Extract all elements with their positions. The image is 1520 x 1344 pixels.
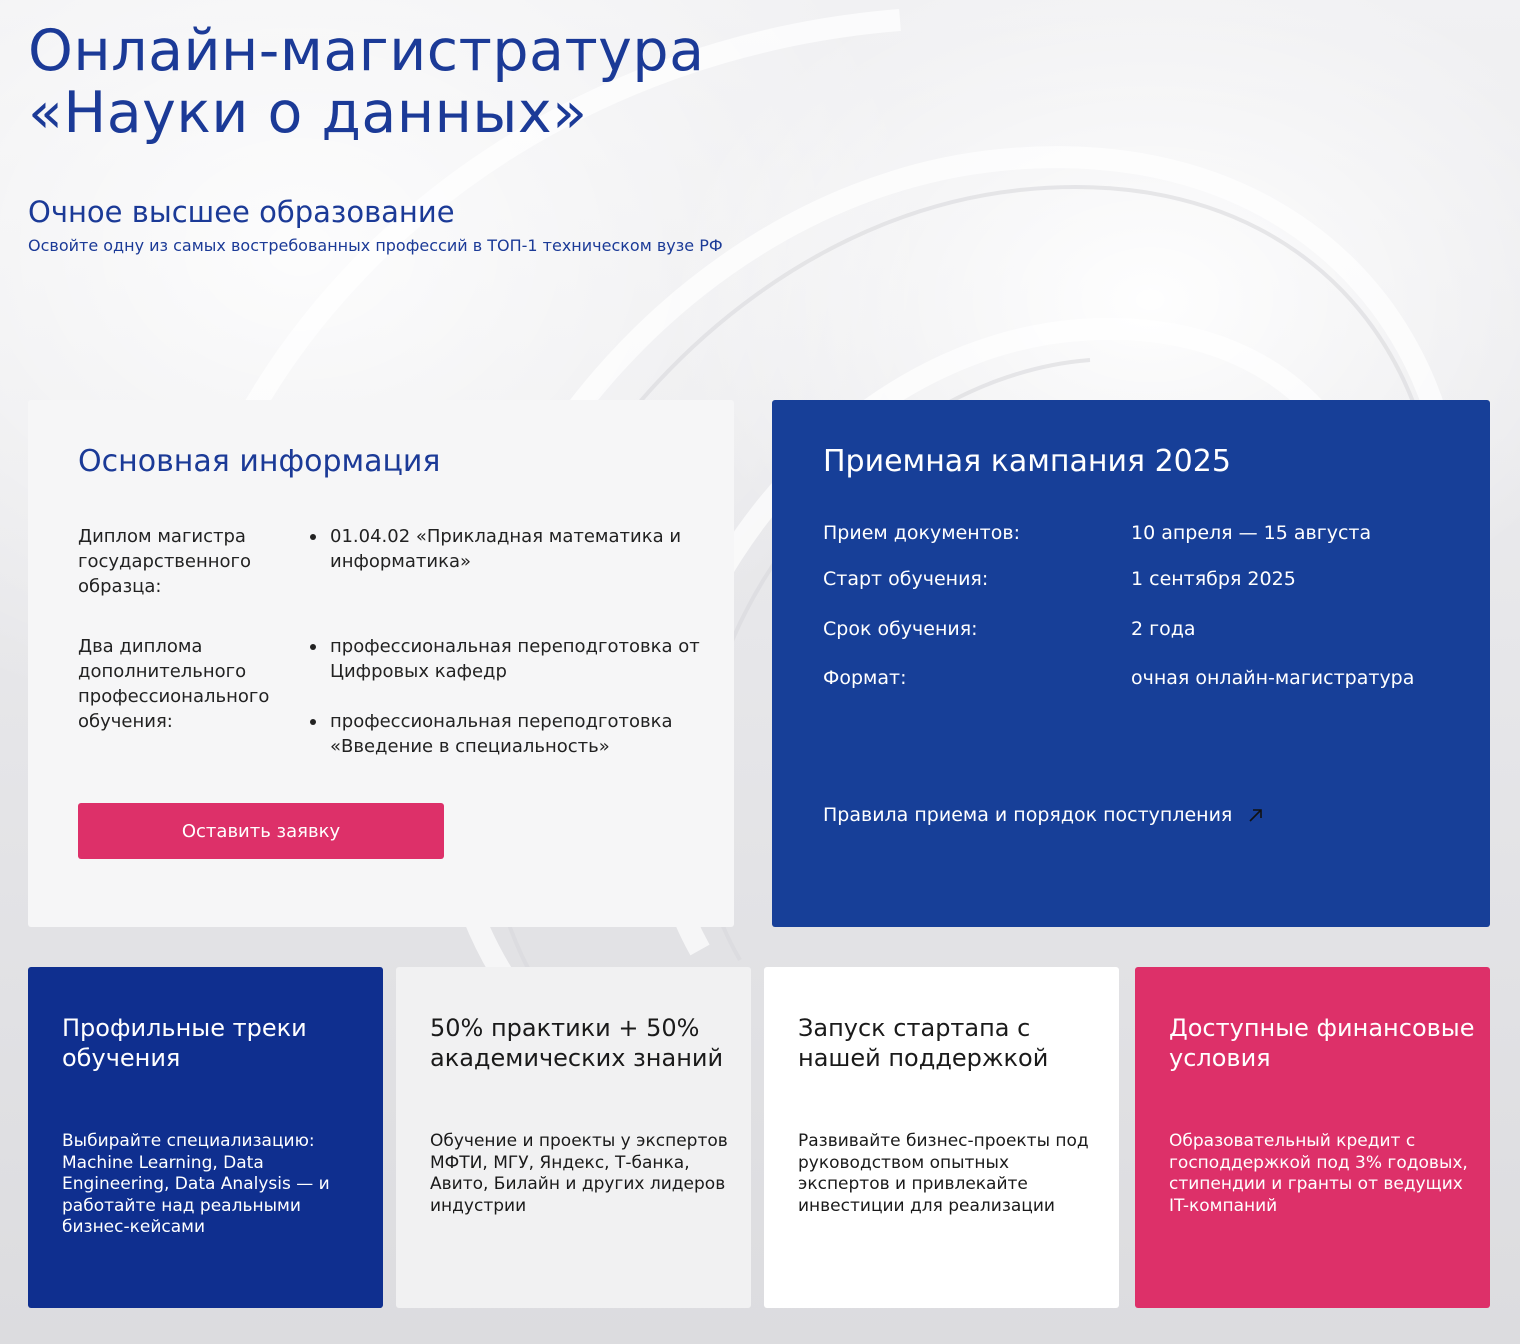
feature-title: Профильные треки обучения — [62, 1014, 307, 1072]
feature-text: Образовательный кредит с господдержкой под 3% годовых, стипендии и гранты от ведущих IT-компаний — [1169, 1131, 1468, 1216]
arrow-up-right-icon — [1246, 805, 1266, 825]
info-label: Два диплома дополнительного профессионального обучения: — [78, 636, 270, 732]
admission-rules-link[interactable] — [823, 804, 1266, 826]
page-title-line1: Онлайн-магистратура — [28, 18, 705, 84]
info-list — [310, 634, 710, 784]
admission-label: Формат: — [823, 667, 907, 689]
feature-card-tracks — [28, 967, 383, 1308]
hero-description: Освойте одну из самых востребованных профессий в ТОП-1 техническом вузе РФ — [28, 236, 723, 255]
basic-info-title: Основная информация — [78, 444, 441, 479]
info-list-item: профессиональная переподготовка от Цифровых кафедр — [310, 634, 710, 684]
admission-value: 1 сентября 2025 — [1131, 568, 1296, 590]
info-label: Диплом магистра государственного образца: — [78, 526, 252, 597]
feature-card-practice — [396, 967, 751, 1308]
admission-value: 10 апреля — 15 августа — [1131, 522, 1372, 544]
admission-card — [772, 400, 1490, 927]
admission-title: Приемная кампания 2025 — [823, 444, 1231, 479]
info-list-item: 01.04.02 «Прикладная математика и информатика» — [310, 524, 710, 574]
feature-text: Выбирайте специализацию: Machine Learning, Data Engineering, Data Analysis — и работайте над реальными бизнес-кейсами — [62, 1131, 330, 1237]
feature-text: Развивайте бизнес-проекты под руководством опытных экспертов и привлекайте инвестиции для реализации — [798, 1131, 1089, 1216]
basic-info-card — [28, 400, 734, 927]
feature-title: Запуск стартапа с нашей поддержкой — [798, 1014, 1049, 1072]
admission-rules-link-label: Правила приема и порядок поступления — [823, 804, 1233, 826]
feature-title: Доступные финансовые условия — [1169, 1014, 1475, 1072]
hero-subtitle: Очное высшее образование — [28, 195, 455, 229]
admission-label: Срок обучения: — [823, 618, 978, 640]
admission-label: Прием документов: — [823, 522, 1020, 544]
admission-value: очная онлайн-магистратура — [1131, 667, 1415, 689]
feature-title: 50% практики + 50% академических знаний — [430, 1014, 724, 1072]
feature-card-startup — [764, 967, 1119, 1308]
info-list — [310, 524, 710, 599]
page-title — [28, 20, 705, 144]
page-title-line2: «Науки о данных» — [28, 80, 588, 146]
admission-value: 2 года — [1131, 618, 1196, 640]
apply-button[interactable]: Оставить заявку — [78, 803, 444, 859]
admission-label: Старт обучения: — [823, 568, 989, 590]
feature-card-finance — [1135, 967, 1490, 1308]
feature-text: Обучение и проекты у экспертов МФТИ, МГУ, Яндекс, Т-банка, Авито, Билайн и других лидеров индустрии — [430, 1131, 728, 1216]
info-list-item: профессиональная переподготовка «Введение в специальность» — [310, 709, 710, 759]
